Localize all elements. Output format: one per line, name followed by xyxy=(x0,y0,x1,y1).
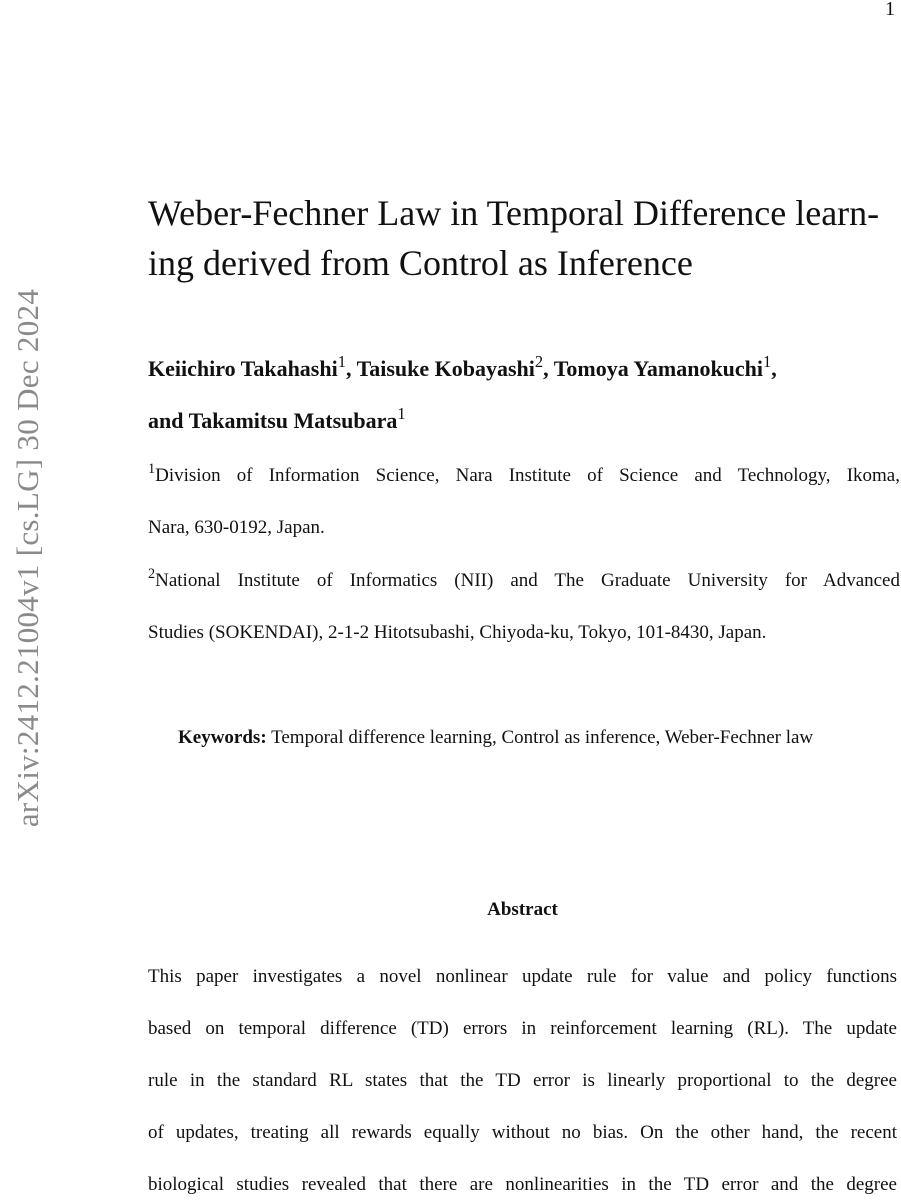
affiliation-number: 1 xyxy=(148,461,156,478)
author-affiliation-mark: 1 xyxy=(763,351,772,371)
abstract-line: This paper investigates a novel nonlinear update rule for value and policy functions xyxy=(148,966,897,987)
author-name: and Takamitsu Matsubara xyxy=(148,408,398,433)
separator: , xyxy=(543,356,554,381)
keywords-label: Keywords: xyxy=(178,727,267,748)
author-affiliation-mark: 1 xyxy=(397,403,406,423)
affiliation-text: National Institute of Informatics (NII) and The Graduate University for Advanced xyxy=(155,570,900,591)
affiliation-2-line-2: Studies (SOKENDAI), 2-1-2 Hitotsubashi, Chiyoda-ku, Tokyo, 101-8430, Japan. xyxy=(148,622,767,643)
title-line: Weber-Fechner Law in Temporal Difference learn- xyxy=(148,193,880,233)
arxiv-stamp: arXiv:2412.21004v1 [cs.LG] 30 Dec 2024 xyxy=(10,288,45,828)
authors-line-2 xyxy=(148,403,900,434)
author-affiliation-mark: 2 xyxy=(534,351,544,371)
affiliation-2-line-1 xyxy=(148,566,900,592)
separator: , xyxy=(771,356,777,381)
abstract-line: rule in the standard RL states that the TD error is linearly proportional to the degree xyxy=(148,1070,897,1091)
keywords-text: Temporal difference learning, Control as inference, Weber-Fechner law xyxy=(271,727,814,748)
affiliation-text: Division of Information Science, Nara Institute of Science and Technology, Ikoma, xyxy=(155,465,900,486)
authors-line-1 xyxy=(148,351,900,382)
abstract-line: biological studies revealed that there are nonlinearities in the TD error and the degree xyxy=(148,1174,897,1195)
author-name: Keiichiro Takahashi xyxy=(148,356,338,381)
author-name: Taisuke Kobayashi xyxy=(356,356,535,381)
author-name: Tomoya Yamanokuchi xyxy=(553,356,764,381)
abstract-line: based on temporal difference (TD) errors in reinforcement learning (RL). The update xyxy=(148,1018,897,1039)
keywords xyxy=(178,727,813,749)
page-number: 1 xyxy=(885,0,895,20)
abstract-heading: Abstract xyxy=(487,899,558,920)
affiliation-1-line-1 xyxy=(148,461,900,487)
affiliation-1-line-2: Nara, 630-0192, Japan. xyxy=(148,517,325,538)
abstract-line: of updates, treating all rewards equally without no bias. On the other hand, the recent xyxy=(148,1122,897,1143)
author-affiliation-mark: 1 xyxy=(337,351,346,371)
affiliation-number: 2 xyxy=(148,566,156,583)
title-line: ing derived from Control as Inference xyxy=(148,243,693,283)
separator: , xyxy=(345,356,357,381)
paper-title xyxy=(148,188,900,288)
